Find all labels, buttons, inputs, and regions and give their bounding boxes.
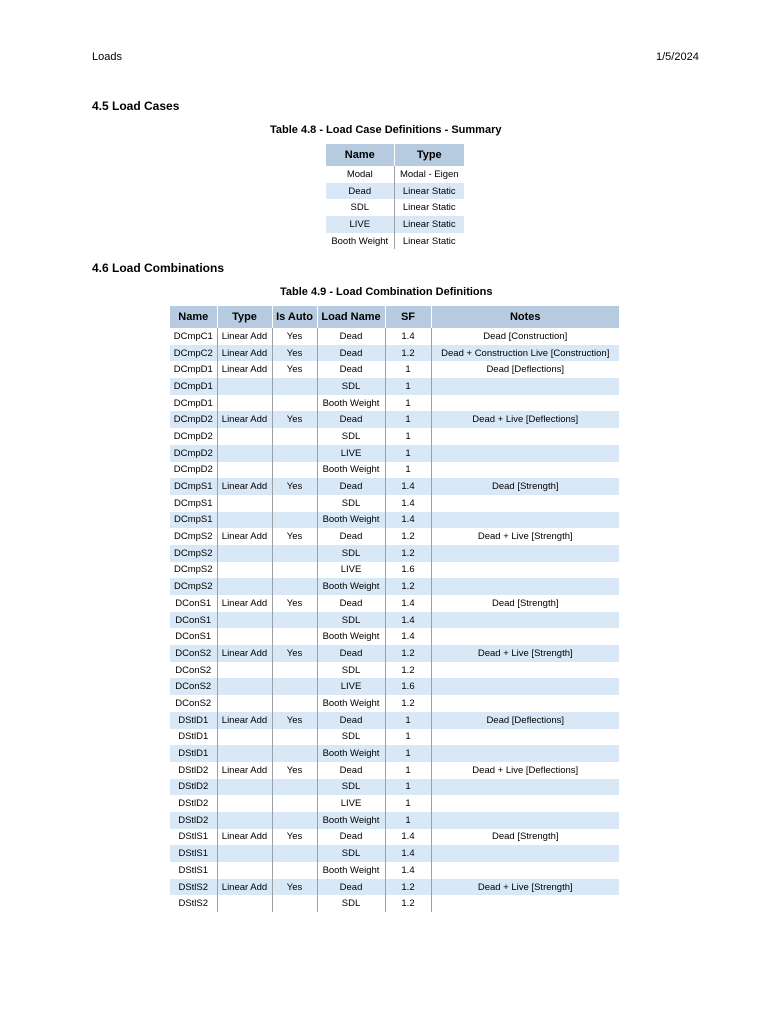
table-cell: Linear Static bbox=[394, 216, 464, 233]
table-cell: 1.6 bbox=[385, 678, 431, 695]
table-row bbox=[170, 829, 619, 846]
table-cell: Linear Add bbox=[217, 361, 272, 378]
table-cell: LIVE bbox=[317, 445, 385, 462]
table-cell: DStlD2 bbox=[170, 762, 217, 779]
table-cell bbox=[217, 695, 272, 712]
table-cell: Dead [Strength] bbox=[491, 831, 559, 843]
table-cell bbox=[431, 662, 619, 679]
table-cell bbox=[217, 628, 272, 645]
column-header: Is Auto bbox=[272, 306, 317, 328]
table-cell: 1 bbox=[385, 729, 431, 746]
table-cell bbox=[431, 428, 619, 445]
table-cell: LIVE bbox=[317, 562, 385, 579]
table-cell bbox=[272, 662, 317, 679]
table-cell: DConS1 bbox=[170, 612, 217, 629]
table-cell bbox=[431, 695, 619, 712]
load-cases-table bbox=[326, 144, 464, 249]
table-cell: 1 bbox=[385, 812, 431, 829]
table-row bbox=[170, 562, 619, 579]
table-row bbox=[170, 762, 619, 779]
table-cell: Yes bbox=[272, 478, 317, 495]
table-cell: Booth Weight bbox=[317, 462, 385, 479]
table-cell bbox=[431, 729, 619, 746]
table-cell: DStlS2 bbox=[170, 895, 217, 912]
table-cell: DCmpS1 bbox=[170, 478, 217, 495]
table-cell bbox=[217, 795, 272, 812]
table-cell: 1.2 bbox=[385, 879, 431, 896]
table-row bbox=[170, 595, 619, 612]
table-row bbox=[170, 445, 619, 462]
table-cell: Linear Add bbox=[217, 762, 272, 779]
table-cell: Dead bbox=[317, 712, 385, 729]
table-cell: 1.2 bbox=[385, 345, 431, 362]
table-cell: Dead + Live [Strength] bbox=[431, 645, 619, 662]
table-cell: SDL bbox=[317, 779, 385, 796]
table-cell: DStlS2 bbox=[170, 879, 217, 896]
table-cell: 1.4 bbox=[385, 328, 431, 345]
table-cell bbox=[272, 495, 317, 512]
table-cell bbox=[217, 779, 272, 796]
table-cell: SDL bbox=[317, 428, 385, 445]
column-header: Notes bbox=[431, 306, 619, 328]
table-row bbox=[170, 395, 619, 412]
table-cell: Dead bbox=[317, 645, 385, 662]
table-cell: DStlD2 bbox=[170, 795, 217, 812]
table-cell: Dead bbox=[317, 528, 385, 545]
table-cell: 1.4 bbox=[385, 595, 431, 612]
table-row bbox=[170, 545, 619, 562]
table-cell: DConS1 bbox=[170, 628, 217, 645]
table-cell: 1.4 bbox=[385, 829, 431, 846]
table-cell: Dead bbox=[317, 762, 385, 779]
table-cell: 1 bbox=[385, 712, 431, 729]
table-cell bbox=[217, 812, 272, 829]
table-cell: 1.2 bbox=[385, 528, 431, 545]
table-cell: DConS2 bbox=[170, 678, 217, 695]
table-cell: Dead [Deflections] bbox=[486, 364, 565, 376]
table-cell: 1 bbox=[385, 779, 431, 796]
column-header: Load Name bbox=[317, 306, 385, 328]
table-cell bbox=[431, 862, 619, 879]
table-cell bbox=[431, 795, 619, 812]
table-cell: 1.6 bbox=[385, 562, 431, 579]
table-cell: Yes bbox=[272, 328, 317, 345]
table-cell: Linear Add bbox=[217, 411, 272, 428]
table-cell bbox=[272, 695, 317, 712]
table-cell: 1 bbox=[385, 361, 431, 378]
table-cell: 1.2 bbox=[385, 895, 431, 912]
table-cell bbox=[431, 445, 619, 462]
table-cell: Dead [Deflections] bbox=[431, 712, 619, 729]
table-cell: 1.4 bbox=[385, 512, 431, 529]
table-cell: 1.4 bbox=[385, 495, 431, 512]
table-cell: DStlD1 bbox=[170, 712, 217, 729]
table-cell bbox=[272, 545, 317, 562]
table-cell: Booth Weight bbox=[317, 395, 385, 412]
table-cell: DStlS1 bbox=[170, 845, 217, 862]
table-row bbox=[170, 862, 619, 879]
table-row bbox=[170, 428, 619, 445]
table-row bbox=[170, 345, 619, 362]
table-cell: Modal - Eigen bbox=[399, 168, 459, 180]
table-row bbox=[326, 166, 464, 183]
table-cell bbox=[431, 745, 619, 762]
load-cases-header-row bbox=[326, 144, 464, 166]
load-combinations-heading: 4.6 Load Combinations bbox=[92, 261, 225, 275]
table-cell: SDL bbox=[317, 662, 385, 679]
table-cell bbox=[272, 795, 317, 812]
table-row bbox=[170, 628, 619, 645]
table-cell bbox=[217, 862, 272, 879]
table-row bbox=[170, 578, 619, 595]
table-cell bbox=[217, 578, 272, 595]
table-cell: 1.4 bbox=[385, 612, 431, 629]
table-cell: DConS1 bbox=[170, 595, 217, 612]
table-row bbox=[326, 216, 464, 233]
load-combinations-header-row bbox=[170, 306, 619, 328]
table-cell bbox=[272, 729, 317, 746]
table-cell: Dead bbox=[317, 595, 385, 612]
table-cell bbox=[431, 545, 619, 562]
table-cell: 1 bbox=[385, 428, 431, 445]
table-cell: 1 bbox=[385, 395, 431, 412]
table-cell: Booth Weight bbox=[317, 745, 385, 762]
table-cell bbox=[431, 678, 619, 695]
table-cell: Yes bbox=[272, 528, 317, 545]
column-header: Type bbox=[394, 144, 464, 166]
table-cell bbox=[217, 678, 272, 695]
table-cell: DCmpD1 bbox=[170, 378, 217, 395]
table-cell: Linear Add bbox=[217, 345, 272, 362]
table-row bbox=[170, 462, 619, 479]
table-cell bbox=[272, 628, 317, 645]
table-cell bbox=[217, 612, 272, 629]
table-cell bbox=[431, 845, 619, 862]
table-cell bbox=[217, 562, 272, 579]
table-cell: DStlD2 bbox=[170, 812, 217, 829]
table-cell bbox=[217, 428, 272, 445]
table-cell: SDL bbox=[317, 378, 385, 395]
table-cell: SDL bbox=[317, 729, 385, 746]
table-cell: DCmpD2 bbox=[170, 428, 217, 445]
table-cell bbox=[431, 495, 619, 512]
table-cell: Dead bbox=[317, 328, 385, 345]
table-cell bbox=[217, 545, 272, 562]
table-cell: 1 bbox=[385, 762, 431, 779]
load-combinations-table-title: Table 4.9 - Load Combination Definitions bbox=[280, 286, 493, 298]
table-cell: Modal bbox=[326, 166, 394, 183]
table-cell bbox=[217, 462, 272, 479]
table-cell: DCmpS1 bbox=[170, 495, 217, 512]
table-row bbox=[170, 695, 619, 712]
table-cell bbox=[272, 512, 317, 529]
table-cell: Dead [Strength] bbox=[431, 478, 619, 495]
table-cell: Dead + Live [Strength] bbox=[431, 879, 619, 896]
table-cell: Dead bbox=[326, 183, 394, 200]
table-cell: Yes bbox=[272, 411, 317, 428]
table-cell: 1.2 bbox=[385, 695, 431, 712]
table-cell: LIVE bbox=[317, 678, 385, 695]
table-cell: 1.4 bbox=[385, 862, 431, 879]
table-cell: Linear Add bbox=[217, 879, 272, 896]
table-cell bbox=[217, 395, 272, 412]
table-cell bbox=[431, 462, 619, 479]
table-cell: Yes bbox=[272, 345, 317, 362]
table-cell: Booth Weight bbox=[326, 233, 394, 250]
table-cell: Dead [Strength] bbox=[491, 597, 559, 609]
table-cell: DStlD2 bbox=[170, 779, 217, 796]
table-row bbox=[170, 712, 619, 729]
table-cell: LIVE bbox=[317, 795, 385, 812]
table-cell: Yes bbox=[272, 712, 317, 729]
table-cell: Dead bbox=[317, 411, 385, 428]
table-cell bbox=[431, 895, 619, 912]
document-header-date: 1/5/2024 bbox=[656, 51, 699, 63]
table-cell bbox=[431, 779, 619, 796]
load-cases-heading: 4.5 Load Cases bbox=[92, 99, 180, 113]
table-row bbox=[170, 411, 619, 428]
table-cell: Yes bbox=[272, 361, 317, 378]
table-cell: 1.4 bbox=[385, 478, 431, 495]
table-cell: SDL bbox=[317, 895, 385, 912]
table-cell bbox=[431, 578, 619, 595]
table-cell bbox=[272, 578, 317, 595]
table-row bbox=[170, 895, 619, 912]
table-cell bbox=[272, 845, 317, 862]
table-cell: DConS2 bbox=[170, 645, 217, 662]
table-cell: DCmpD2 bbox=[170, 411, 217, 428]
table-cell: DCmpC1 bbox=[170, 328, 217, 345]
table-cell: DConS2 bbox=[170, 695, 217, 712]
table-cell: Booth Weight bbox=[317, 512, 385, 529]
table-cell: Linear Add bbox=[217, 328, 272, 345]
table-row bbox=[170, 378, 619, 395]
table-cell: 1.4 bbox=[385, 845, 431, 862]
load-cases-table-title: Table 4.8 - Load Case Definitions - Summary bbox=[270, 124, 502, 136]
table-row bbox=[170, 812, 619, 829]
table-row bbox=[170, 879, 619, 896]
table-cell: 1.2 bbox=[385, 645, 431, 662]
table-cell bbox=[272, 428, 317, 445]
table-cell: DCmpD1 bbox=[170, 395, 217, 412]
table-cell bbox=[272, 462, 317, 479]
table-cell: SDL bbox=[317, 612, 385, 629]
table-cell: SDL bbox=[317, 495, 385, 512]
load-combinations-table bbox=[170, 306, 619, 912]
table-cell: LIVE bbox=[326, 216, 394, 233]
table-cell bbox=[272, 862, 317, 879]
table-cell: DCmpC2 bbox=[170, 345, 217, 362]
table-cell bbox=[272, 612, 317, 629]
table-row bbox=[170, 845, 619, 862]
table-row bbox=[170, 779, 619, 796]
table-cell: 1 bbox=[385, 795, 431, 812]
table-cell bbox=[431, 378, 619, 395]
table-row bbox=[170, 745, 619, 762]
table-cell: Booth Weight bbox=[317, 578, 385, 595]
table-cell: Linear Static bbox=[402, 202, 456, 214]
table-cell: Dead bbox=[317, 829, 385, 846]
table-cell: DCmpD2 bbox=[170, 462, 217, 479]
table-row bbox=[170, 512, 619, 529]
table-row bbox=[170, 495, 619, 512]
table-cell bbox=[431, 612, 619, 629]
table-cell bbox=[272, 812, 317, 829]
table-row bbox=[170, 361, 619, 378]
table-cell: 1.2 bbox=[385, 545, 431, 562]
table-cell: Dead + Live [Deflections] bbox=[472, 764, 579, 776]
table-row bbox=[170, 678, 619, 695]
table-cell: 1 bbox=[385, 378, 431, 395]
table-cell: DStlD1 bbox=[170, 729, 217, 746]
table-cell: Yes bbox=[272, 879, 317, 896]
table-cell bbox=[217, 495, 272, 512]
table-cell: Yes bbox=[272, 595, 317, 612]
table-cell bbox=[431, 628, 619, 645]
table-cell bbox=[272, 779, 317, 796]
table-cell: DStlD1 bbox=[170, 745, 217, 762]
table-row bbox=[326, 183, 464, 200]
table-cell bbox=[431, 562, 619, 579]
table-cell bbox=[217, 729, 272, 746]
table-cell: Dead bbox=[317, 361, 385, 378]
table-row bbox=[170, 328, 619, 345]
table-cell: 1 bbox=[385, 411, 431, 428]
table-cell: DCmpS1 bbox=[170, 512, 217, 529]
table-cell: 1.2 bbox=[385, 662, 431, 679]
table-cell: Linear Add bbox=[217, 595, 272, 612]
column-header: Type bbox=[217, 306, 272, 328]
table-cell: Linear Add bbox=[217, 829, 272, 846]
table-row bbox=[170, 528, 619, 545]
table-cell: 1 bbox=[385, 445, 431, 462]
table-cell: Linear Add bbox=[217, 478, 272, 495]
table-cell: DCmpD1 bbox=[170, 361, 217, 378]
table-cell: DCmpS2 bbox=[170, 545, 217, 562]
table-cell bbox=[217, 662, 272, 679]
table-cell: DCmpS2 bbox=[170, 528, 217, 545]
column-header: SF bbox=[385, 306, 431, 328]
table-cell bbox=[217, 512, 272, 529]
table-cell: Dead + Live [Strength] bbox=[477, 531, 573, 543]
table-cell bbox=[272, 678, 317, 695]
table-row bbox=[326, 233, 464, 250]
column-header: Name bbox=[170, 306, 217, 328]
table-cell: Dead bbox=[317, 879, 385, 896]
table-cell bbox=[272, 895, 317, 912]
table-cell: Dead bbox=[317, 478, 385, 495]
table-cell: Linear Add bbox=[217, 645, 272, 662]
table-cell bbox=[272, 445, 317, 462]
table-cell: 1 bbox=[385, 745, 431, 762]
table-cell: Yes bbox=[272, 645, 317, 662]
table-cell: Yes bbox=[272, 829, 317, 846]
table-cell bbox=[272, 745, 317, 762]
table-cell: DCmpD2 bbox=[170, 445, 217, 462]
table-cell: SDL bbox=[317, 845, 385, 862]
table-cell: DConS2 bbox=[170, 662, 217, 679]
table-row bbox=[170, 729, 619, 746]
table-row bbox=[170, 795, 619, 812]
table-cell bbox=[431, 395, 619, 412]
table-cell: Booth Weight bbox=[317, 812, 385, 829]
table-cell: Linear Add bbox=[217, 712, 272, 729]
table-cell bbox=[217, 378, 272, 395]
table-cell bbox=[272, 562, 317, 579]
table-cell bbox=[272, 378, 317, 395]
table-cell: Linear Add bbox=[217, 528, 272, 545]
table-cell: Booth Weight bbox=[317, 862, 385, 879]
table-cell bbox=[431, 512, 619, 529]
table-cell: 1 bbox=[385, 462, 431, 479]
table-cell bbox=[217, 895, 272, 912]
table-cell bbox=[217, 845, 272, 862]
table-cell: Dead + Live [Deflections] bbox=[431, 411, 619, 428]
table-cell: Dead bbox=[317, 345, 385, 362]
table-cell bbox=[431, 812, 619, 829]
table-cell: 1.2 bbox=[385, 578, 431, 595]
table-cell bbox=[272, 395, 317, 412]
table-cell: Dead [Construction] bbox=[483, 330, 568, 342]
table-cell bbox=[217, 445, 272, 462]
table-cell: Booth Weight bbox=[317, 695, 385, 712]
table-cell: 1.4 bbox=[385, 628, 431, 645]
table-cell: SDL bbox=[326, 199, 394, 216]
table-row bbox=[170, 662, 619, 679]
table-cell: Linear Static bbox=[394, 183, 464, 200]
column-header: Name bbox=[326, 144, 394, 166]
table-row bbox=[170, 478, 619, 495]
table-row bbox=[170, 612, 619, 629]
table-cell: DCmpS2 bbox=[170, 562, 217, 579]
table-row bbox=[170, 645, 619, 662]
table-cell: Linear Static bbox=[402, 235, 456, 247]
table-cell: Yes bbox=[272, 762, 317, 779]
table-cell: Dead + Construction Live [Construction] bbox=[431, 345, 619, 362]
table-cell: DStlS1 bbox=[170, 829, 217, 846]
table-cell: DStlS1 bbox=[170, 862, 217, 879]
table-cell: DCmpS2 bbox=[170, 578, 217, 595]
table-cell: SDL bbox=[317, 545, 385, 562]
document-header-title: Loads bbox=[92, 51, 122, 63]
table-cell bbox=[217, 745, 272, 762]
table-cell: Booth Weight bbox=[317, 628, 385, 645]
table-row bbox=[326, 199, 464, 216]
